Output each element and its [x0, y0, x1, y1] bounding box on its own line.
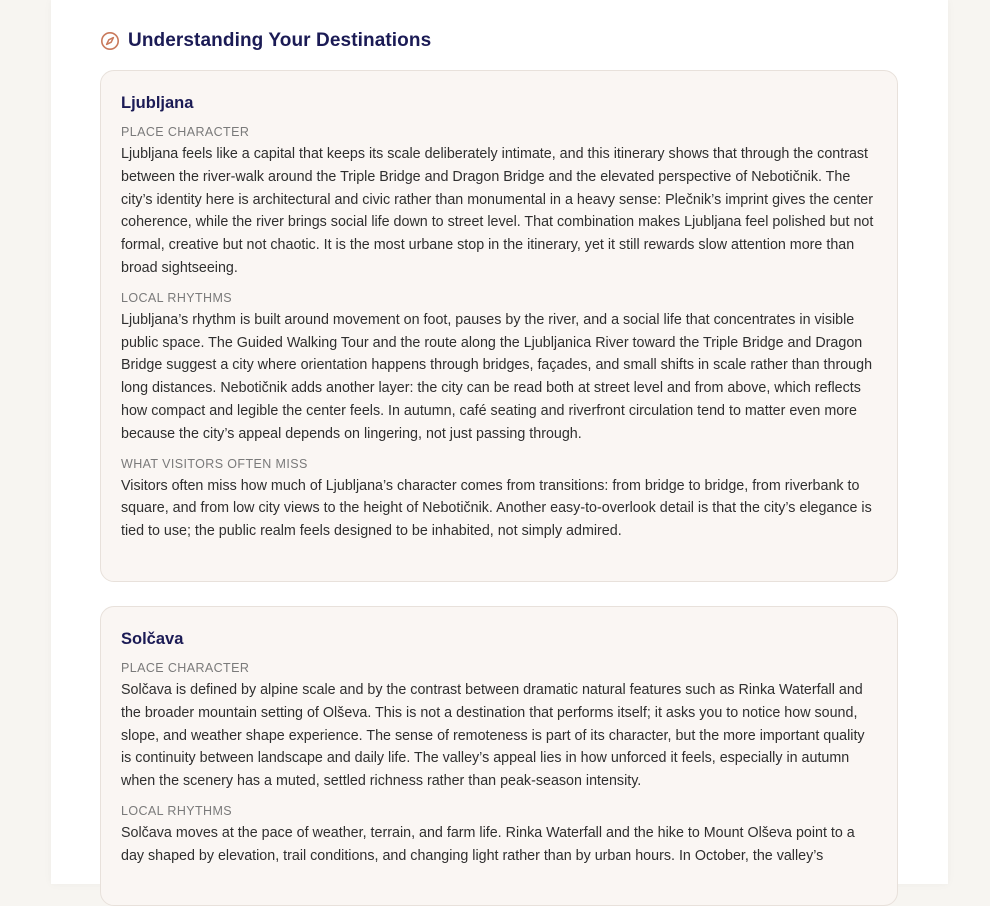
destination-card-ljubljana [100, 70, 898, 582]
section-label: PLACE CHARACTER [121, 125, 250, 139]
section-text: Solčava is defined by alpine scale and by the contrast between dramatic natural features such as Rinka Waterfall and the broader mountain setting of Olševa. This is not a destination that performs itself; it asks you to notice how sound, slope, and weather shape experience. The sense of remoteness is part of its character, but the more important quality is continuity between landscape and daily life. The valley’s appeal lies in how unforced it feels, especially in autumn when the scenery has a muted, settled richness rather than peak-season intensity. [121, 682, 865, 790]
content-panel [51, 0, 948, 884]
destination-title: Solčava [121, 630, 184, 648]
compass-icon [100, 31, 120, 51]
section-label: LOCAL RHYTHMS [121, 290, 233, 305]
section-text: Ljubljana’s rhythm is built around movement on foot, pauses by the river, and a social life that concentrates in visible public space. The Guided Walking Tour and the route along the Ljubljanica River toward the Triple Bridge and Dragon Bridge suggest a city where orientation happens through bridges, façades, and small shifts in scale rather than through long distances. Nebotičnik adds another layer: the city can be read both at street level and from above, which reflects how compact and legible the center feels. In autumn, café seating and riverfront circulation tend to matter even more because the city’s appeal depends on lingering, not just passing through. [121, 311, 873, 442]
section-label: WHAT VISITORS OFTEN MISS [121, 456, 308, 471]
section-label: LOCAL RHYTHMS [121, 803, 233, 818]
section-label: PLACE CHARACTER [121, 661, 250, 675]
section-header [100, 30, 431, 52]
section-text: Solčava moves at the pace of weather, terrain, and farm life. Rinka Waterfall and the hike to Mount Olševa point to a day shaped by elevation, trail conditions, and changing light rather than by urban hours. In October, the valley’s [121, 824, 855, 864]
section-text: Visitors often miss how much of Ljubljana’s character comes from transitions: from bridge to bridge, from riverbank to square, and from low city views to the height of Nebotičnik. Another easy-to-overlook detail is that the city’s elegance is tied to use; the public realm feels designed to be inhabited, not simply admired. [121, 477, 872, 540]
section-text: Ljubljana feels like a capital that keeps its scale deliberately intimate, and this itinerary shows that through the contrast between the river-walk around the Triple Bridge and Dragon Bridge and the elevated perspective of Nebotičnik. The city’s identity here is architectural and civic rather than monumental in a heavy sense: Plečnik’s imprint gives the center coherence, while the river brings social life down to street level. That combination makes Ljubljana feel polished but not formal, creative but not chaotic. It is the most urbane stop in the itinerary, yet it still rewards slow attention more than broad sightseeing. [121, 146, 874, 276]
destination-card-solcava [100, 606, 898, 906]
section-title: Understanding Your Destinations [128, 30, 432, 51]
destination-title: Ljubljana [121, 94, 194, 112]
